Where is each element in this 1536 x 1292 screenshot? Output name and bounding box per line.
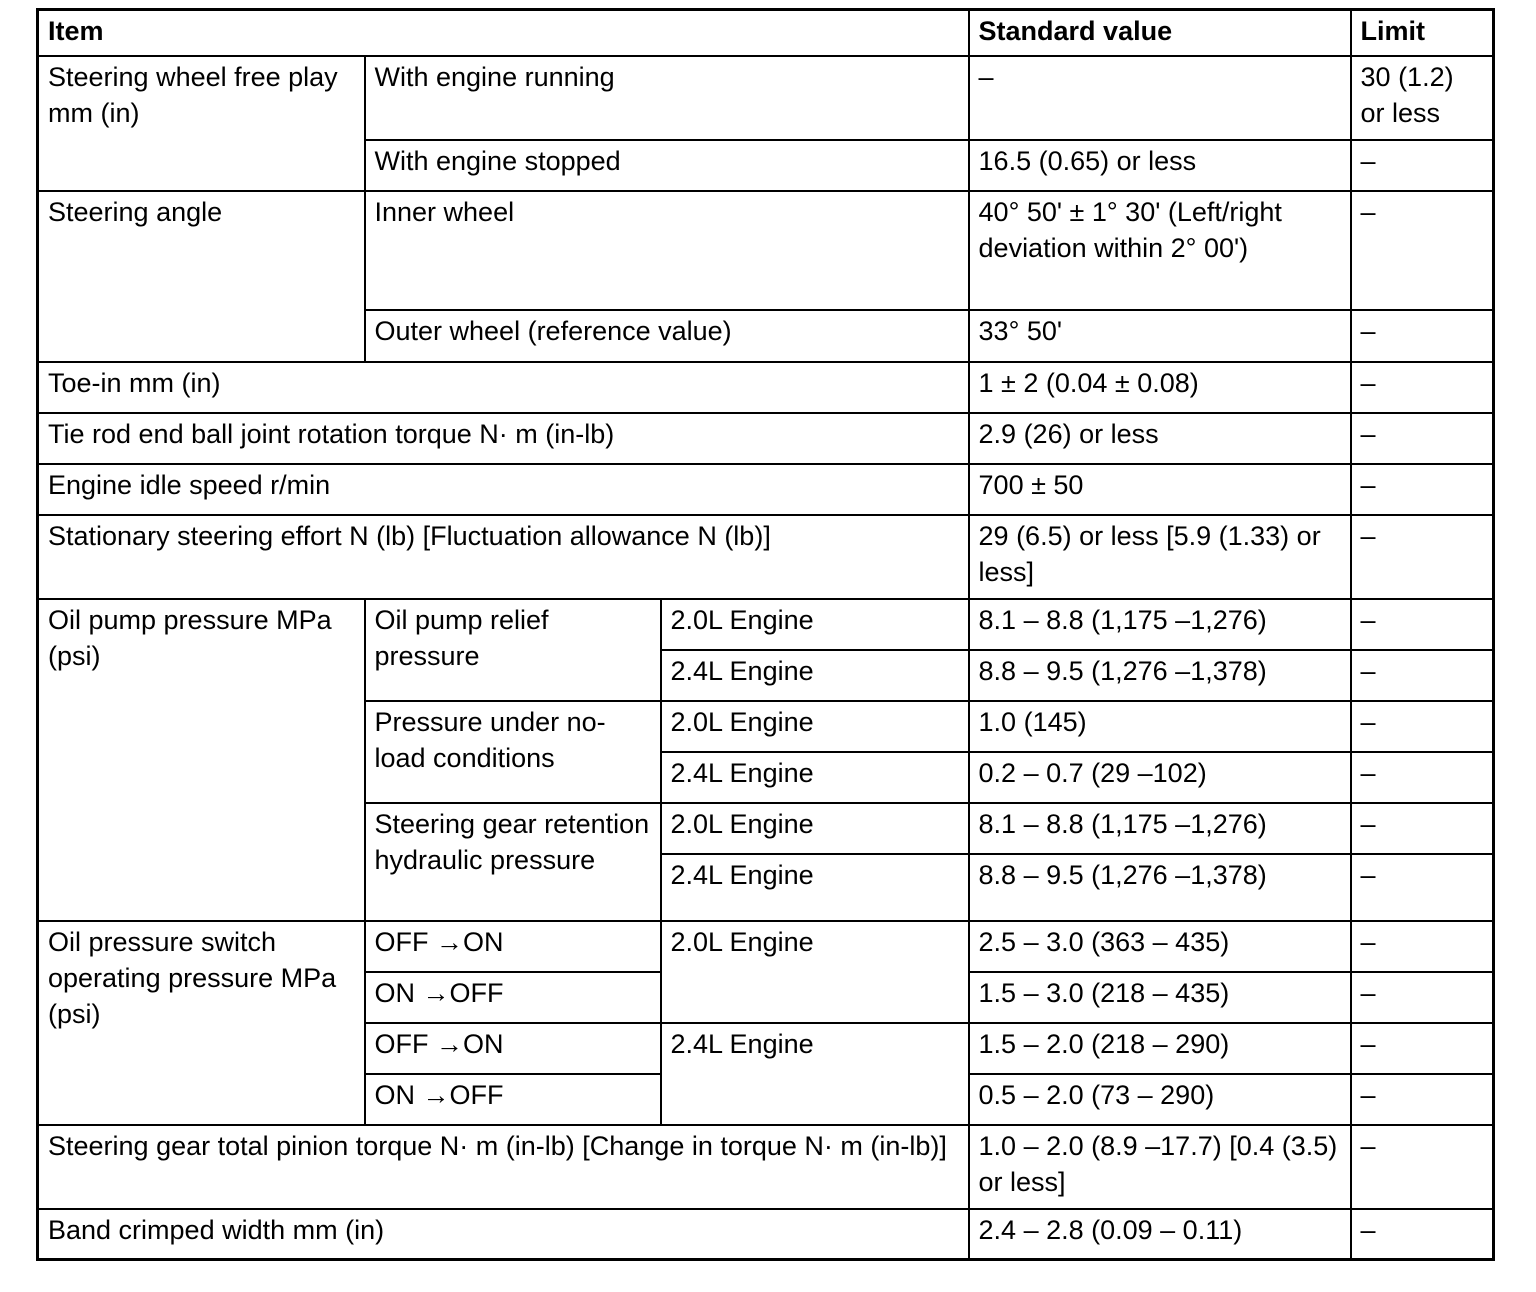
oil-pump-relief-engine-20: 2.0L Engine (661, 599, 969, 650)
table-row (38, 599, 1494, 650)
switch-20-on-off-limit: – (1351, 972, 1494, 1023)
toe-in-item: Toe-in mm (in) (38, 362, 969, 413)
oil-pump-gear-limit-20: – (1351, 803, 1494, 854)
switch-24-on-off-limit: – (1351, 1074, 1494, 1125)
free-play-stopped-label: With engine stopped (365, 140, 969, 191)
oil-pump-relief-standard-20: 8.1 – 8.8 (1,175 –1,276) (969, 599, 1351, 650)
switch-24-on-off-standard: 0.5 – 2.0 (73 – 290) (969, 1074, 1351, 1125)
steering-angle-outer-label: Outer wheel (reference value) (365, 310, 969, 362)
oil-pump-relief-limit-20: – (1351, 599, 1494, 650)
idle-speed-limit: – (1351, 464, 1494, 515)
pinion-torque-standard: 1.0 – 2.0 (8.9 –17.7) [0.4 (3.5) or less] (969, 1125, 1351, 1209)
idle-speed-standard: 700 ± 50 (969, 464, 1351, 515)
oil-pump-relief-engine-24: 2.4L Engine (661, 650, 969, 701)
pinion-torque-item: Steering gear total pinion torque N· m (in-lb) [Change in torque N· m (in-lb)] (38, 1125, 969, 1209)
oil-pump-noload-label: Pressure under no-load conditions (365, 701, 661, 803)
tie-rod-limit: – (1351, 413, 1494, 464)
oil-pump-noload-engine-20: 2.0L Engine (661, 701, 969, 752)
band-width-limit: – (1351, 1209, 1494, 1260)
oil-pump-noload-standard-20: 1.0 (145) (969, 701, 1351, 752)
oil-pump-relief-standard-24: 8.8 – 9.5 (1,276 –1,378) (969, 650, 1351, 701)
oil-pump-gear-engine-20: 2.0L Engine (661, 803, 969, 854)
switch-engine-24: 2.4L Engine (661, 1023, 969, 1125)
free-play-running-standard: – (969, 56, 1351, 140)
switch-20-off-on-limit: – (1351, 921, 1494, 972)
free-play-item: Steering wheel free play mm (in) (38, 56, 365, 191)
oil-pump-noload-standard-24: 0.2 – 0.7 (29 –102) (969, 752, 1351, 803)
header-item: Item (38, 10, 969, 56)
idle-speed-item: Engine idle speed r/min (38, 464, 969, 515)
header-standard-value: Standard value (969, 10, 1351, 56)
switch-engine-20: 2.0L Engine (661, 921, 969, 1023)
table-row (38, 464, 1494, 515)
switch-20-on-off-standard: 1.5 – 3.0 (218 – 435) (969, 972, 1351, 1023)
switch-24-on-off-label: ON →OFF (365, 1074, 661, 1125)
steering-angle-outer-limit: – (1351, 310, 1494, 362)
table-row (38, 56, 1494, 140)
pinion-torque-limit: – (1351, 1125, 1494, 1209)
oil-pump-gear-standard-24: 8.8 – 9.5 (1,276 –1,378) (969, 854, 1351, 921)
table-row (38, 515, 1494, 599)
specification-table (36, 8, 1495, 1261)
free-play-running-label: With engine running (365, 56, 969, 140)
steering-angle-outer-standard: 33° 50' (969, 310, 1351, 362)
oil-pump-relief-label: Oil pump relief pressure (365, 599, 661, 701)
table-row (38, 921, 1494, 972)
header-row (38, 10, 1494, 56)
switch-20-off-on-standard: 2.5 – 3.0 (363 – 435) (969, 921, 1351, 972)
steering-angle-inner-limit: – (1351, 191, 1494, 310)
stationary-effort-limit: – (1351, 515, 1494, 599)
oil-pump-gear-standard-20: 8.1 – 8.8 (1,175 –1,276) (969, 803, 1351, 854)
free-play-stopped-limit: – (1351, 140, 1494, 191)
oil-pump-noload-limit-24: – (1351, 752, 1494, 803)
free-play-stopped-standard: 16.5 (0.65) or less (969, 140, 1351, 191)
steering-angle-inner-label: Inner wheel (365, 191, 969, 310)
switch-item: Oil pressure switch operating pressure MPa (psi) (38, 921, 365, 1125)
stationary-effort-standard: 29 (6.5) or less [5.9 (1.33) or less] (969, 515, 1351, 599)
steering-angle-inner-standard: 40° 50' ± 1° 30' (Left/right deviation within 2° 00') (969, 191, 1351, 310)
switch-20-off-on-label: OFF →ON (365, 921, 661, 972)
table-row (38, 1209, 1494, 1260)
band-width-item: Band crimped width mm (in) (38, 1209, 969, 1260)
band-width-standard: 2.4 – 2.8 (0.09 – 0.11) (969, 1209, 1351, 1260)
switch-24-off-on-limit: – (1351, 1023, 1494, 1074)
table-row (38, 191, 1494, 310)
toe-in-limit: – (1351, 362, 1494, 413)
steering-angle-item: Steering angle (38, 191, 365, 362)
switch-24-off-on-standard: 1.5 – 2.0 (218 – 290) (969, 1023, 1351, 1074)
toe-in-standard: 1 ± 2 (0.04 ± 0.08) (969, 362, 1351, 413)
oil-pump-relief-limit-24: – (1351, 650, 1494, 701)
table-row (38, 413, 1494, 464)
table-row (38, 362, 1494, 413)
switch-20-on-off-label: ON →OFF (365, 972, 661, 1023)
oil-pump-item: Oil pump pressure MPa (psi) (38, 599, 365, 921)
oil-pump-noload-engine-24: 2.4L Engine (661, 752, 969, 803)
oil-pump-noload-limit-20: – (1351, 701, 1494, 752)
free-play-running-limit: 30 (1.2) or less (1351, 56, 1494, 140)
oil-pump-gear-label: Steering gear retention hydraulic pressure (365, 803, 661, 921)
oil-pump-gear-limit-24: – (1351, 854, 1494, 921)
oil-pump-gear-engine-24: 2.4L Engine (661, 854, 969, 921)
switch-24-off-on-label: OFF →ON (365, 1023, 661, 1074)
header-limit: Limit (1351, 10, 1494, 56)
stationary-effort-item: Stationary steering effort N (lb) [Fluctuation allowance N (lb)] (38, 515, 969, 599)
tie-rod-item: Tie rod end ball joint rotation torque N· m (in-lb) (38, 413, 969, 464)
tie-rod-standard: 2.9 (26) or less (969, 413, 1351, 464)
table-row (38, 1125, 1494, 1209)
